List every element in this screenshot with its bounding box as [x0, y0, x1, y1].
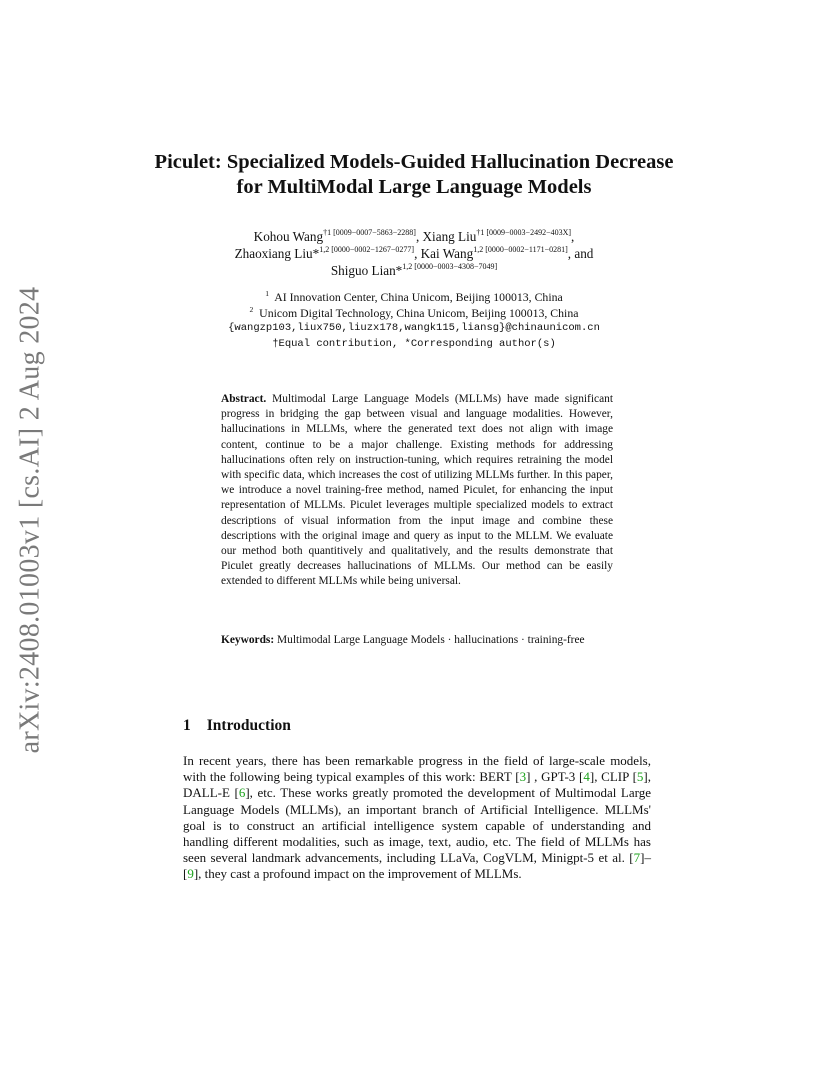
author: Shiguo Lian*$^{1,2 [0000-0003-4308-7049]}$: [330, 261, 498, 278]
author: Kohou Wang$^{\dagger 1 [0009-0007-5863-2288]}$,: [253, 228, 423, 244]
contribution-note: †Equal contribution, *Corresponding author(s): [272, 337, 556, 350]
author: Xiang Liu$^{\dagger 1 [0009-0003-2492-403X]}$,: [422, 228, 575, 244]
author-sup: 1,2 [0000−0003−4308−7049]: [402, 261, 498, 271]
affiliation-line: $^2$ Unicom Digital Technology, China Unicom, Beijing 100013, China: [249, 304, 579, 320]
citation-link[interactable]: 9: [187, 866, 194, 882]
author: Kai Wang$^{1,2 [0000-0002-1171-0281]}$, and: [420, 244, 594, 261]
keywords: [221, 633, 613, 648]
citation-link[interactable]: 7: [633, 850, 641, 866]
keywords-label: Keywords:: [221, 634, 275, 646]
citation-link[interactable]: 6: [238, 785, 246, 801]
abstract: [221, 392, 613, 590]
abstract-label: Abstract.: [221, 393, 267, 405]
section-number: 1: [183, 717, 191, 734]
citation-link[interactable]: 5: [636, 769, 644, 785]
paper-title: Piculet: Specialized Models-Guided Hallucination Decrease for MultiModal Large Language Models: [154, 151, 674, 198]
author-sup: †1 [0009−0003−2492−403X]: [476, 228, 572, 237]
arxiv-identifier-text: arXiv:2408.01003v1 [cs.AI] 2 Aug 2024: [14, 286, 46, 754]
email-line: {wangzp103,liux750,liuzx178,wangk115,liansg}@chinaunicom.cn: [228, 322, 600, 334]
author-sup: 1,2 [0000−0002−1267−0277]: [319, 244, 415, 254]
abstract-text: Multimodal Large Language Models (MLLMs) have made significant progress in bridging the gap between visual and language modalities. However, hallucinations in MLLMs, where the generated text does not align with image content, continue to be a major challenge. Existing methods for addressing hallucinations often rely on instruction-tuning, which requires retraining the model with specific data, which increases the cost of utilizing MLLMs further. In this paper, we introduce a novel training-free method, named Piculet, for enhancing the input representation of MLLMs. Piculet leverages multiple specialized models to extract descriptions of visual information from the input image and combine these descriptions with the original image and query as input to the MLLM. We evaluate our method both quantitively and qualitatively, and the results demonstrate that Piculet greatly decreases hallucinations of MLLMs. Our method can be easily extended to different MLLMs while being universal.: [221, 393, 613, 588]
author-list: [140, 229, 688, 279]
section-title: Introduction: [206, 717, 291, 734]
citation-link[interactable]: 3: [519, 769, 527, 785]
section-heading: [183, 717, 291, 735]
affiliations: [140, 290, 688, 352]
arxiv-identifier: [8, 255, 52, 785]
affiliation-line: $^1$ AI Innovation Center, China Unicom, Beijing 100013, China: [265, 289, 563, 304]
author-sup: 1,2 [0000−0002−1171−0281]: [473, 244, 568, 254]
author-sup: †1 [0009−0007−5863−2288]: [323, 228, 416, 237]
introduction-paragraph: In recent years, there has been remarkable progress in the field of large-scale models, with the following being typical examples of this work: BERT [3] , GPT-3 [4], CLIP [5], DALL-E [6], etc. These works greatly promoted the development of Multimodal Large Language Models (MLLMs), an important branch of Artificial Intelligence. MLLMs' goal is to construct an artificial intelligence system capable of understanding and handling different modalities, such as image, text, audio, etc. The field of MLLMs has seen several landmark advancements, including LLaVa, CogVLM, Minigpt-5 et al. [7]– [9], they cast a profound impact on the improvement of MLLMs.: [183, 753, 651, 882]
author: Zhaoxiang Liu*$^{1,2 [0000-0002-1267-0277]}$,: [234, 244, 421, 261]
citation-link[interactable]: 4: [583, 769, 590, 785]
keywords-text: Multimodal Large Language Models · hallucinations · training-free: [277, 634, 585, 646]
